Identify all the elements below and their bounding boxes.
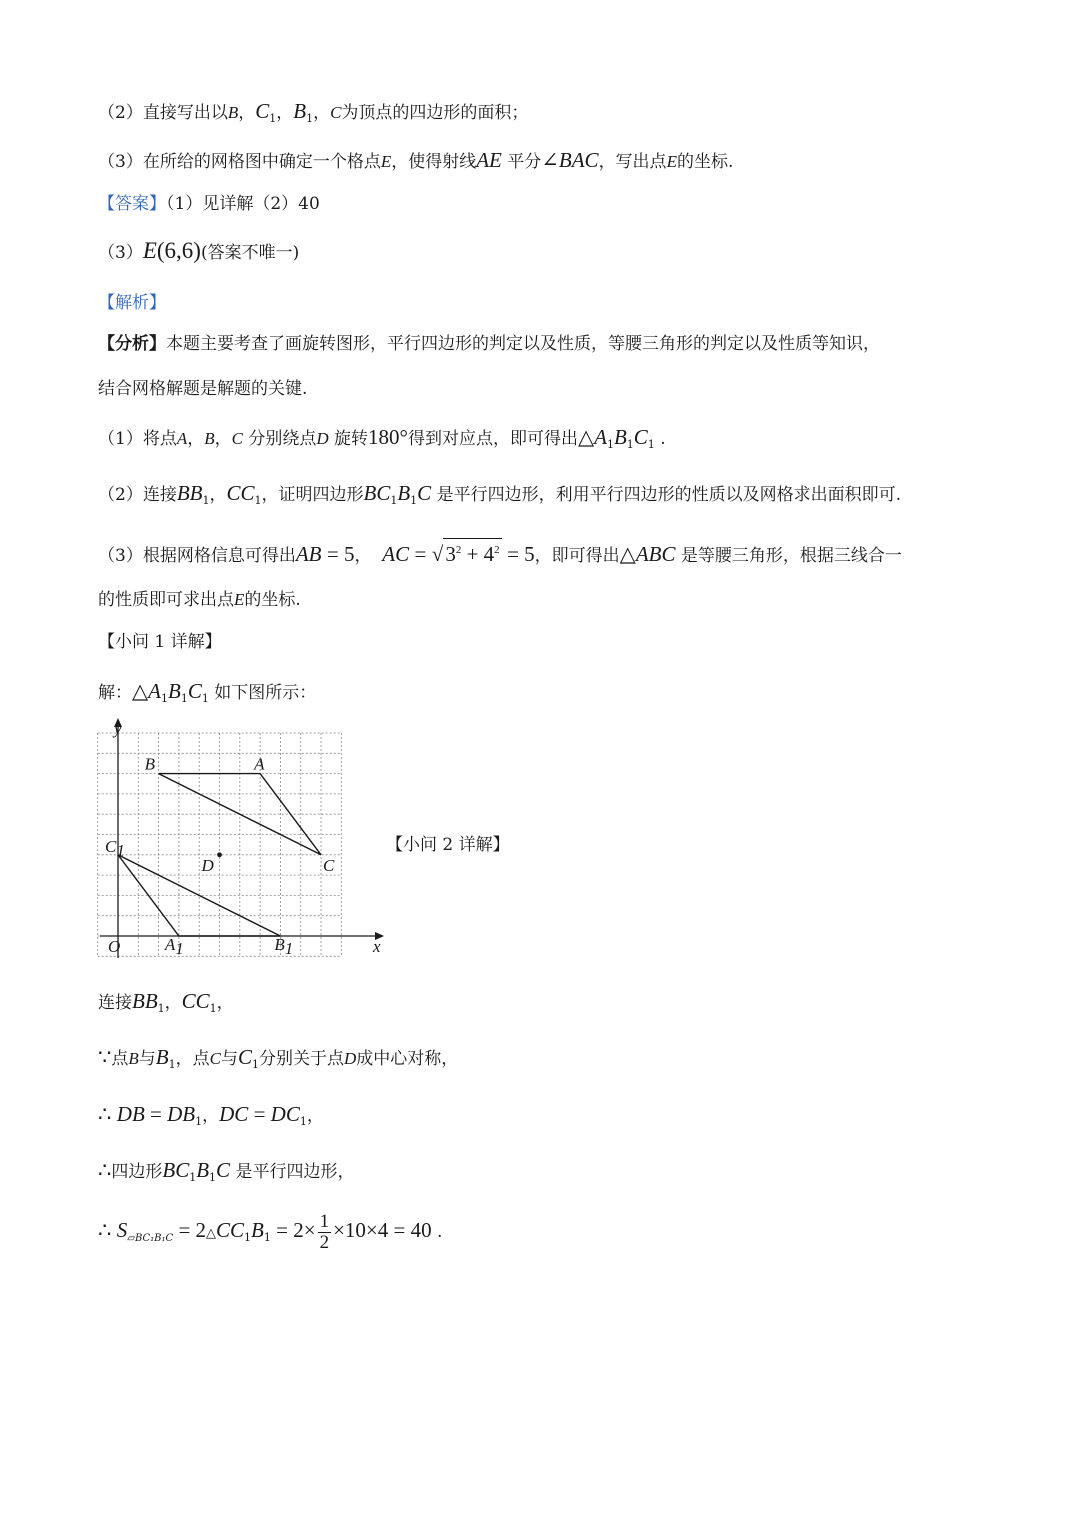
grid-lines [98, 733, 342, 956]
point-label-b1: B1 [274, 935, 294, 958]
because-line: ∵点B与$B_1$，点C与$C_1$分别关于点D成中心对称， [98, 1045, 459, 1071]
point-label-a1: A1 [164, 935, 184, 958]
step-3: （3）根据网格信息可得出AB = 5， AC = $√3^2 + 4^2 = 5$，即可得出△ABC 是等腰三角形，根据三线合一 [98, 538, 902, 569]
answer-label: 【答案】 [98, 194, 166, 214]
coordinate-graph [96, 712, 396, 962]
therefore-line-2: ∴四边形$BC_1B_1C$ 是平行四边形， [98, 1158, 355, 1184]
point-label-d: D [201, 855, 214, 875]
question-2: （2）直接写出以B，$C_1$，$B_1$，C为顶点的四边形的面积； [98, 99, 529, 125]
analysis-label: 【解析】 [98, 293, 166, 313]
fenxi-line-2: 结合网格解题是解题的关键. [98, 379, 308, 399]
therefore-line-1: ∴ DB = $DB_1$，DC = $DC_1$， [98, 1102, 324, 1128]
step-2: （2）连接$BB_1$，$CC_1$，证明四边形$BC_1B_1C$ 是平行四边形，利用平行四边形的性质以及网格求出面积即可. [98, 481, 901, 507]
point-label-c1: C1 [105, 836, 125, 860]
point-label-a: A [254, 754, 265, 774]
step-1: （1）将点A，B，C 分别绕点D 旋转180°得到对应点，即可得出$\triangle A_1B_1C_1$ . [98, 425, 666, 451]
question-3: （3）在所给的网格图中确定一个格点E，使得射线AE 平分∠BAC，写出点E的坐标. [98, 148, 734, 172]
point-label-subscript: 1 [175, 939, 184, 958]
y-axis-label: y [114, 719, 122, 738]
point-label-subscript: 1 [284, 939, 294, 958]
answer-line: 【答案】（1）见详解（2）40 [98, 194, 320, 214]
answer-3-line: （3）E(6,6)(答案不唯一) [98, 238, 300, 263]
point-d-dot [217, 852, 222, 857]
point-label-subscript: 1 [116, 840, 125, 860]
x-axis-label: x [373, 937, 381, 956]
point-label-c: C [323, 855, 335, 875]
therefore-line-3: ∴ $S_{▱BC_1B_1C}$ = $2\triangle CC_1B_1 = 2\times$ $\frac{1}{2}$ ×10×4 = 40 . [98, 1211, 443, 1253]
fenxi-line-1: 【分析】本题主要考查了画旋转图形，平行四边形的判定以及性质，等腰三角形的判定以及性质等知识， [98, 334, 880, 354]
origin-label: O [108, 937, 121, 956]
step-3-cont: 的性质即可求出点E的坐标. [98, 590, 301, 610]
sub-question-1-label: 【小问 1 详解】 [98, 632, 222, 652]
analysis-label-line [98, 290, 166, 316]
point-label-b: B [144, 754, 155, 774]
sub-question-2-label: 【小问 2 详解】 [386, 835, 510, 855]
jie-line: 解：$\triangle A_1B_1C_1$ 如下图所示： [98, 679, 317, 705]
connect-line: 连接$BB_1$，$CC_1$， [98, 989, 234, 1015]
